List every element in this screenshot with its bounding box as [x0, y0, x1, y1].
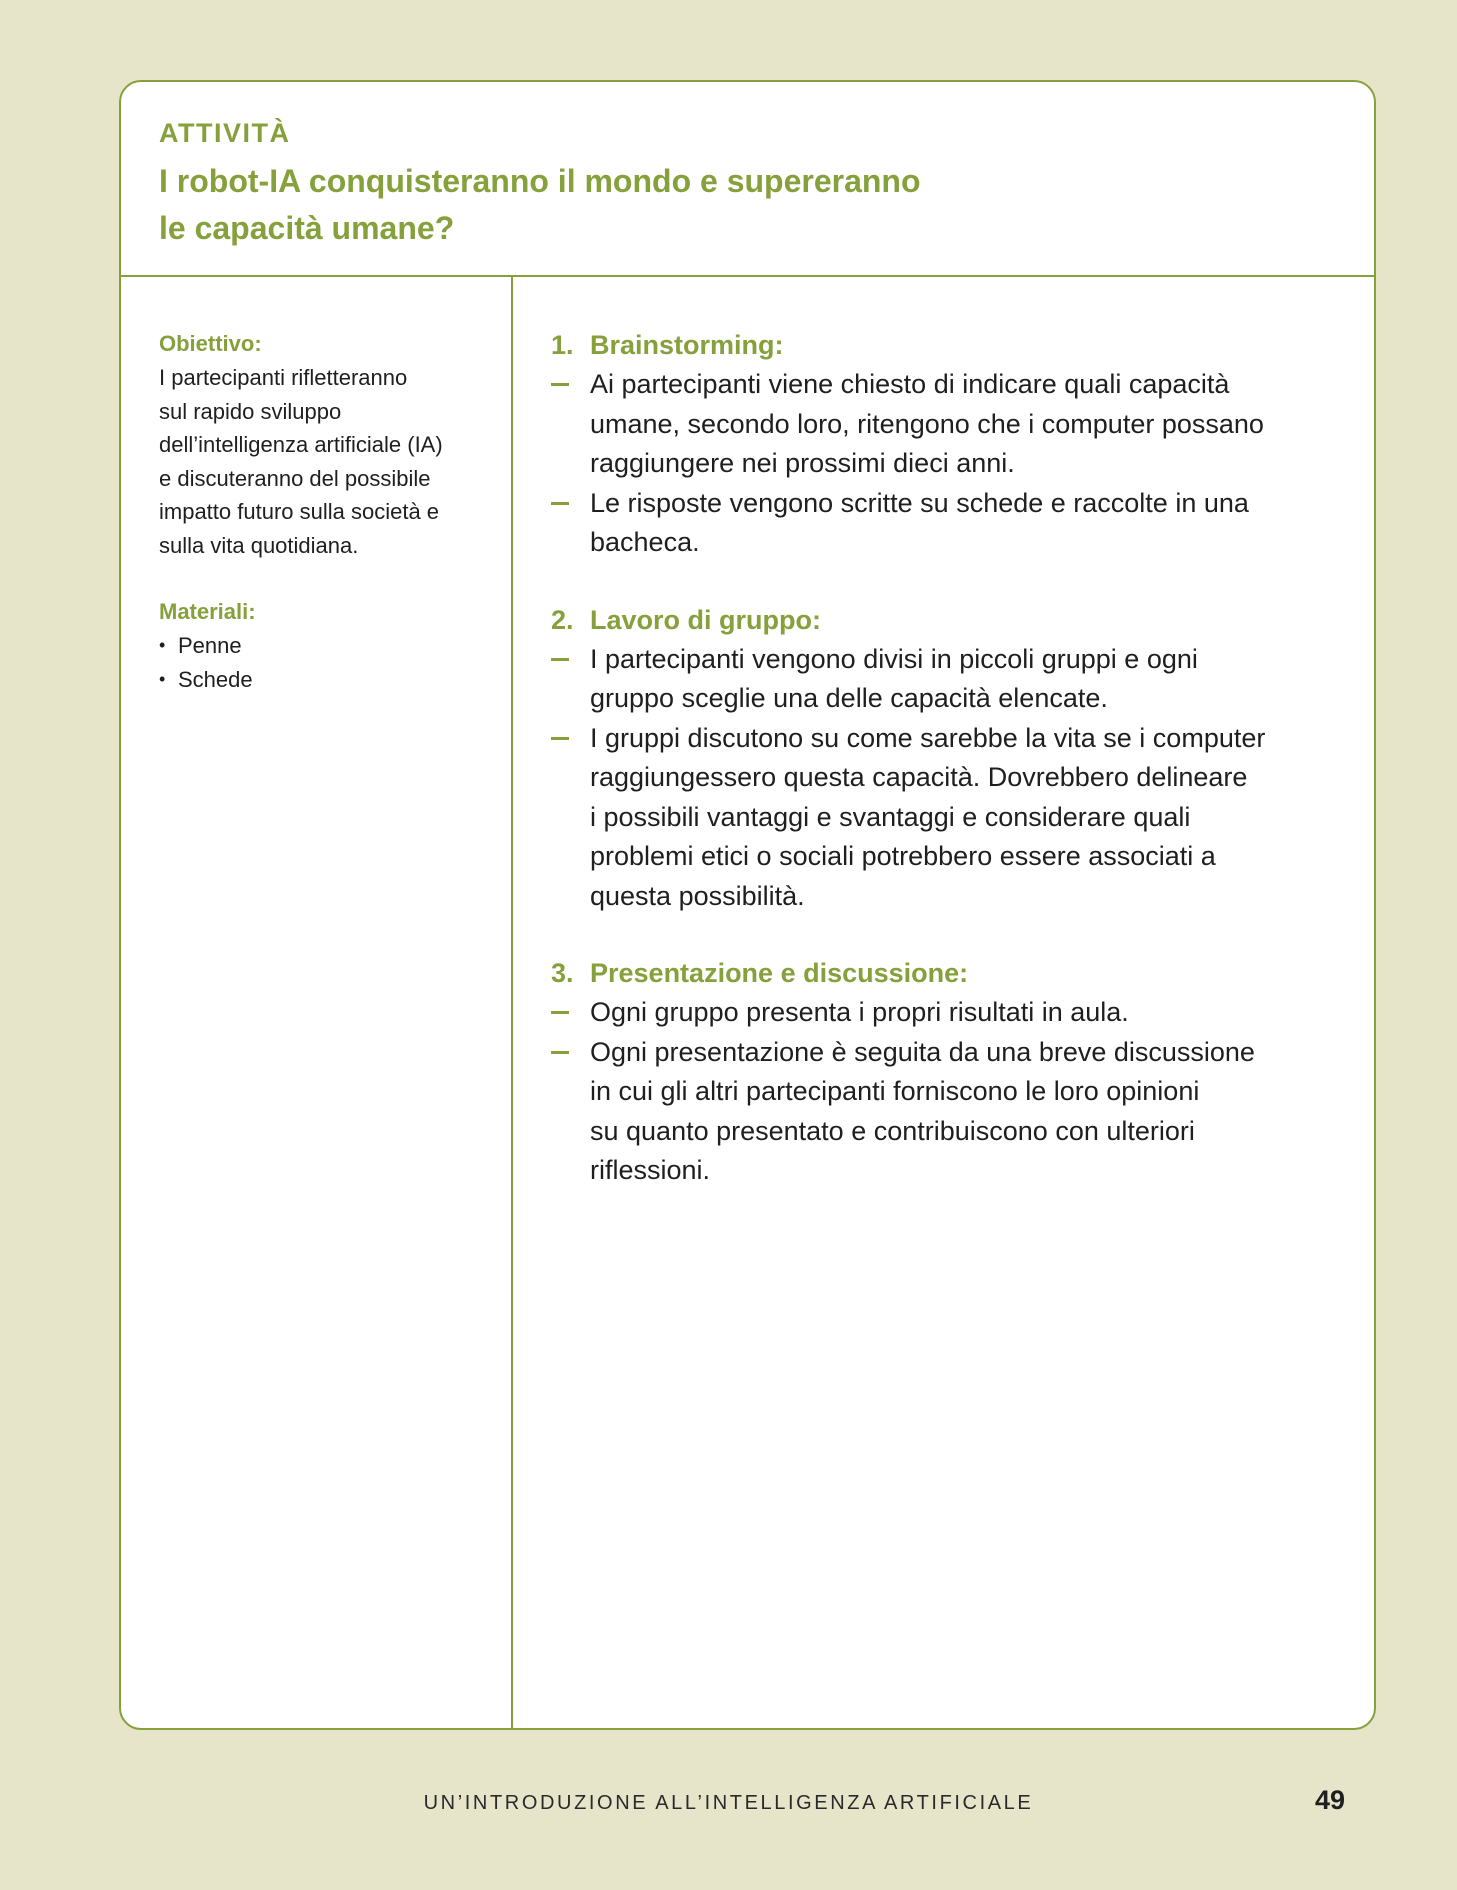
step-heading [551, 326, 1341, 365]
objective-text [159, 361, 479, 562]
step-bullet [551, 993, 1341, 1033]
activity-card [119, 80, 1376, 1730]
step-bullet [551, 640, 1341, 719]
dash-icon [551, 658, 569, 661]
column-divider [511, 277, 513, 1728]
bullet-line: problemi etici o sociali potrebbero essere associati a [590, 841, 1216, 871]
bullet-line: I partecipanti vengono divisi in piccoli gruppi e ogni [590, 643, 1198, 674]
activity-title [159, 158, 1159, 252]
bullet-line: i possibili vantaggi e svantaggi e considerare quali [590, 801, 1191, 832]
page-number: 49 [1314, 1785, 1345, 1815]
step-title: Lavoro di gruppo: [590, 604, 821, 635]
materials-item-label: Schede [178, 666, 253, 692]
step-number: 1. [551, 330, 574, 360]
step-bullet [551, 484, 1341, 563]
step-heading [551, 601, 1341, 640]
dash-icon [551, 502, 569, 505]
objective-line: e discuteranno del possibile [159, 465, 431, 491]
step-number: 3. [551, 958, 574, 988]
card-header [121, 82, 1374, 277]
bullet-line: su quanto presentato e contribuiscono con ulteriori [590, 1115, 1195, 1146]
step-title: Presentazione e discussione: [590, 958, 969, 988]
dash-icon [551, 383, 569, 386]
bullet-line: gruppo sceglie una delle capacità elencate. [590, 683, 1108, 713]
sidebar [159, 327, 479, 696]
bullet-line: raggiungere nei prossimi dieci anni. [590, 448, 1015, 478]
objective-section [159, 327, 479, 562]
bullet-line: raggiungessero questa capacità. Dovrebbero delineare [590, 762, 1248, 792]
materials-item [159, 663, 479, 697]
bullet-dot-icon: • [159, 668, 166, 689]
step-presentazione [551, 954, 1341, 1191]
bullet-line: riflessioni. [590, 1155, 711, 1185]
materials-section [159, 595, 479, 696]
materials-list [159, 629, 479, 696]
bullet-line: Ogni presentazione è seguita da una breve discussione [590, 1036, 1255, 1067]
bullet-line: questa possibilità. [590, 880, 805, 911]
step-heading [551, 954, 1341, 993]
dash-icon [551, 1011, 569, 1014]
step-brainstorming [551, 326, 1341, 563]
step-bullet [551, 719, 1341, 917]
objective-line: impatto futuro sulla società e [159, 499, 440, 524]
bullet-line: I gruppi discutono su come sarebbe la vita se i computer [590, 722, 1266, 753]
step-lavoro-di-gruppo [551, 601, 1341, 917]
bullet-line: umane, secondo loro, ritengono che i computer possano [590, 408, 1264, 439]
title-line: le capacità umane? [159, 210, 455, 246]
dash-icon [551, 737, 569, 740]
bullet-line: Ogni gruppo presenta i propri risultati in aula. [590, 997, 1129, 1027]
step-bullet [551, 365, 1341, 484]
activity-kicker: ATTIVITÀ [159, 118, 291, 148]
dash-icon [551, 1051, 569, 1054]
bullet-line: Le risposte vengono scritte su schede e raccolte in una [590, 487, 1249, 518]
steps-column [551, 326, 1341, 1229]
step-bullet [551, 1033, 1341, 1191]
bullet-dot-icon: • [159, 635, 166, 655]
step-title: Brainstorming: [590, 330, 784, 360]
materials-label: Materiali: [159, 599, 256, 624]
step-number: 2. [551, 604, 574, 635]
bullet-line: Ai partecipanti viene chiesto di indicare quali capacità [590, 369, 1230, 399]
objective-line: sul rapido sviluppo [159, 398, 342, 424]
footer-running-title: UN’INTRODUZIONE ALL’INTELLIGENZA ARTIFICIALE [423, 1792, 1034, 1814]
materials-item-label: Penne [178, 633, 242, 658]
objective-line: I partecipanti rifletteranno [159, 365, 408, 390]
materials-item [159, 629, 479, 663]
objective-line: dell’intelligenza artificiale (IA) [159, 432, 443, 457]
objective-line: sulla vita quotidiana. [159, 532, 359, 558]
bullet-line: bacheca. [590, 527, 700, 557]
title-line: I robot-IA conquisteranno il mondo e supereranno [159, 163, 921, 199]
bullet-line: in cui gli altri partecipanti forniscono le loro opinioni [590, 1076, 1200, 1106]
objective-label: Obiettivo: [159, 331, 262, 356]
